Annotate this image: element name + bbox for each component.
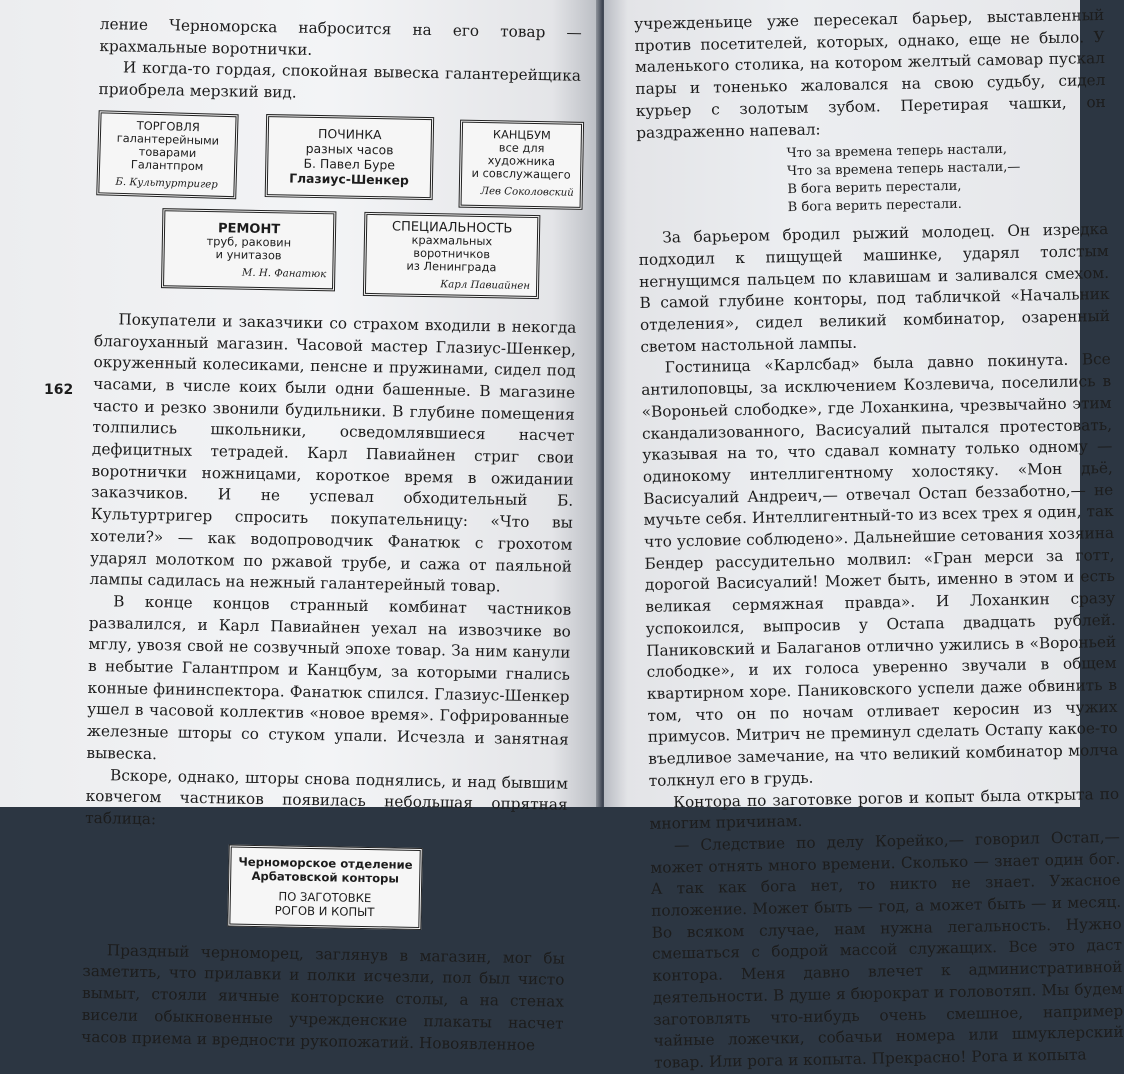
sign-line: и унитазов bbox=[215, 246, 282, 263]
plaque-line: ПО ЗАГОТОВКЕ bbox=[278, 889, 372, 905]
paragraph: Контора по заготовке рогов и копыт была открыта по многим причинам. bbox=[649, 784, 1120, 834]
sign-line: ПОЧИНКА bbox=[317, 125, 382, 142]
plaque-line: Черноморское отделение bbox=[238, 854, 413, 872]
sign-pavi bbox=[363, 212, 541, 299]
sign-line: Б. Павел Буре bbox=[303, 155, 396, 173]
sign-line: РЕМОНТ bbox=[217, 221, 281, 238]
sign-line: разных часов bbox=[305, 140, 394, 158]
office-plaque bbox=[227, 844, 422, 930]
paragraph: учрежденьице уже пересекал барьер, выставленный против посетителей, которых, однако, еще не было. У маленького столика, на котором желтый самовар пускал пары и тоненько жаловался на свою судьбу, сидел курьер с золотым зубом. Перетирая чашки, он раздраженно напевал: bbox=[634, 5, 1106, 142]
paragraph: За барьером бродил рыжий молодец. Он изредка подходил к пищущей машинке, ударял толстым негнущимся пальцем по клавишам и заливался смехом. В самой глубине конторы, под табличкой «Начальник отделения», сидел великий комбинатор, озаренный светом настольной лампы. bbox=[638, 220, 1111, 356]
sign-line: труб, раковин bbox=[206, 233, 292, 250]
sign-kantsbum bbox=[459, 119, 585, 209]
verse-line: Что за времена теперь настали,— bbox=[786, 159, 1021, 180]
left-text-column bbox=[81, 14, 582, 1057]
sign-line: ТОРГОВЛЯ bbox=[136, 118, 200, 134]
plaque-line: Арбатовской конторы bbox=[251, 868, 400, 886]
sign-galantrom bbox=[96, 110, 238, 199]
right-text-column bbox=[634, 5, 1124, 1074]
sign-line: Галантпром bbox=[130, 157, 204, 174]
signboard-collage bbox=[95, 111, 580, 306]
sign-line: галантерейными bbox=[116, 130, 220, 148]
sign-line: из Ленинграда bbox=[406, 258, 497, 275]
verse bbox=[637, 139, 1108, 220]
sign-line: крахмальных bbox=[411, 232, 493, 249]
sign-line: все для bbox=[498, 140, 545, 155]
sign-line: воротничков bbox=[413, 245, 491, 261]
right-page bbox=[604, 0, 1124, 1072]
sign-line: КАНЦБУМ bbox=[492, 127, 551, 143]
sign-line: и совслужащего bbox=[471, 165, 571, 182]
sign-buree bbox=[265, 114, 434, 200]
paragraph: И когда-то гордая, спокойная вывеска галантерейщика приобрела мерзкий вид. bbox=[98, 58, 582, 102]
verse-line: В бога верить перестали, bbox=[787, 178, 962, 198]
plaque-line: РОГОВ И КОПЫТ bbox=[274, 903, 375, 919]
paragraph: Праздный черноморец, заглянув в магазин, мог бы заметить, что прилавки и полки исчезли, пол был чисто вымыт, стояли яичные конторские столы, а на стенах висели обыкновенные учрежденские плакаты насчет часов приема и вредности рукопожатий. Новоявленное bbox=[81, 940, 565, 1054]
sign-signature: М. Н. Фанатюк bbox=[241, 267, 327, 281]
sign-line: товарами bbox=[138, 144, 197, 160]
paragraph: Гостиница «Карлсбад» была давно покинута. Все антилоповцы, за исключением Козлевича, поселились в «Вороньей слободке», где Лоханкина, чрезвычайно этим скандализованного, Васисуалий пытался протестовать, указывая на то, что сдавал комнату только одному — одинокому интеллигентному холостяку. «Мон дьё, Васисуалий Андреич,— отвечал Остап беззаботно,— не мучьте себя. Интеллигентный-то из всех трех я один, так что условие соблюдено». Дальнейшие сетования хозяина Бендер рассудительно молвил: «Гран мерси за готт, дорогой Васисуалий! Может быть, именно в этом и есть великая сермяжная правда». И Лоханкин сразу успокоился, выпросив у Остапа двадцать рублей. Паниковский и Балаганов отлично ужились в «Вороньей слободке», и их голоса уверенно звучали в общем квартирном хоре. Паниковского успели даже обвинить в том, что он по ночам отливает керосин из чужих примусов. Митрич не преминул сделать Остапу какое-то въедливое замечание, на что великий комбинатор молча толкнул его в грудь. bbox=[641, 350, 1119, 790]
paragraph: В конце концов странный комбинат частников развалился, и Карл Павиайнен уехал на извозчике во мглу, увозя свой не созвучный эпохе товар. За ним канули в небытие Галантпром и Канцбум, за которыми гнались конные фининспектора. Фанатюк спился. Глазиус-Шенкер ушел в часовой коллектив «новое время». Гофрированные железные шторы со стуком упали. Исчезла и занятная вывеска. bbox=[86, 592, 572, 764]
sign-signature: Лев Соколовский bbox=[480, 185, 574, 199]
paragraph: — Следствие по делу Корейко,— говорил Остап,— может отнять много времени. Сколько — знает один бог. А так как бога нет, то никто не знает. Ужасное положение. Может быть — год, а может быть — и месяц. Во всяком случае, нам нужна легальность. Нужно смешаться с бодрой массой служащих. Все это даст контора. Меня давно влечет к административной деятельности. В душе я бюрократ и головотяп. Мы будем заготовлять что-нибудь очень смешное, например чайные ложечки, собачьи номера или шмуклерский товар. Или рога и копыта. Прекрасно! Рога и копыта bbox=[650, 827, 1124, 1072]
sign-line: художника bbox=[487, 152, 556, 169]
sign-fanatyuk bbox=[161, 208, 336, 291]
sign-signature: Б. Культуртригер bbox=[115, 176, 218, 191]
verse-line: Что за времена теперь настали, bbox=[786, 142, 1008, 162]
sign-signature: Карл Павиайнен bbox=[440, 279, 531, 292]
page-number: 162 bbox=[44, 382, 74, 398]
paragraph: Покупатели и заказчики со страхом входили в некогда благоуханный магазин. Часовой мастер Глазиус-Шенкер, окруженный колесиками, пенсне и пружинами, сидел под часами, в числе коих были одни башенные. В магазине часто и резко звонили будильники. В глубине помещения толпились школьники, осведомлявшиеся насчет дефицитных тетрадей. Карл Павиайнен стриг свои воротнички ножницами, короткое время в ожидании заказчиков. И не успевал обходительный Б. Культуртригер спросить покупательницу: «Что вы хотели?» — как водопроводчик Фанатюк с грохотом ударял молотком по ржавой трубе, и сажа от паяльной лампы садилась на нежный галантерейный товар. bbox=[89, 310, 577, 596]
sign-line: Глазиус-Шенкер bbox=[289, 170, 410, 188]
paragraph: ление Черноморска набросится на его товар — крахмальные воротнички. bbox=[99, 14, 582, 59]
paragraph: Вскоре, однако, шторы снова поднялись, и над бывшим ковчегом частников появилась небольшая опрятная таблица: bbox=[85, 765, 569, 829]
verse-line: В бога верить перестали. bbox=[787, 196, 962, 216]
sign-line: СПЕЦИАЛЬНОСТЬ bbox=[391, 219, 513, 237]
